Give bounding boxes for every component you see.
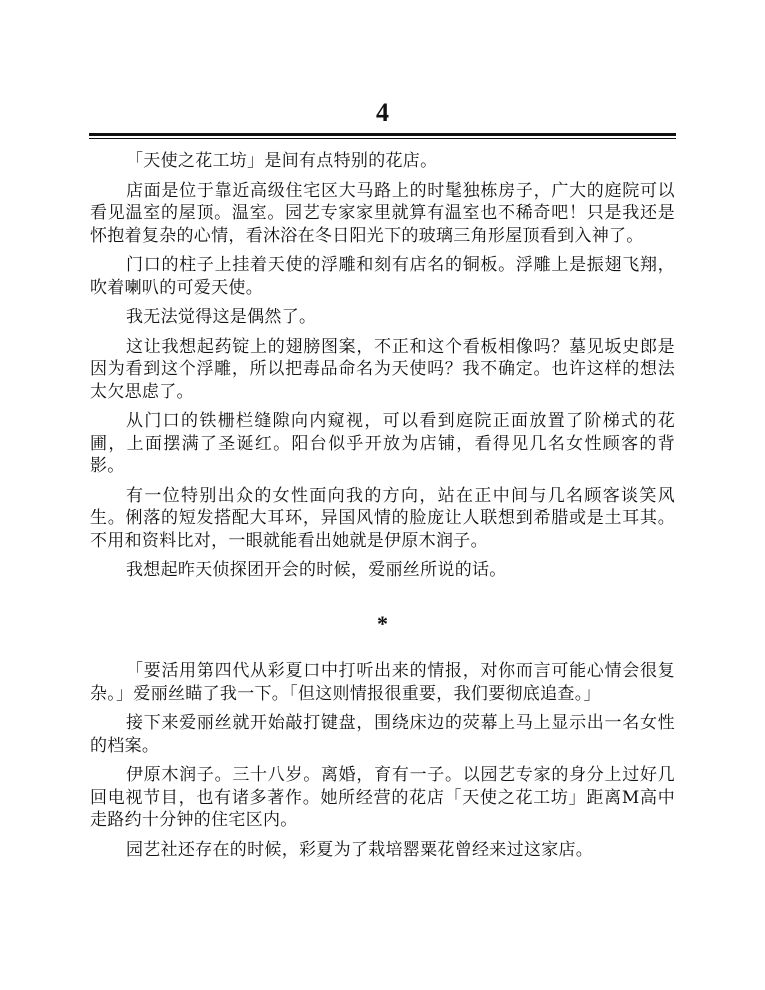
paragraph: 我无法觉得这是偶然了。 bbox=[126, 307, 317, 327]
section-one bbox=[90, 150, 675, 589]
paragraph: 伊原木润子。三十八岁。离婚，育有一子。以园艺专家的身分上过好几回电视节目，也有诸多著作。她所经营的花店「天使之花工坊」距离M高中走路约十分钟的住宅区内。 bbox=[90, 765, 675, 830]
paragraph: 从门口的铁栅栏缝隙向内窥视，可以看到庭院正面放置了阶梯式的花圃，上面摆满了圣诞红。阳台似乎开放为店铺，看得见几名女性顾客的背影。 bbox=[90, 411, 675, 476]
scene-break: * bbox=[377, 611, 388, 636]
paragraph: 我想起昨天侦探团开会的时候，爱丽丝所说的话。 bbox=[126, 560, 507, 580]
paragraph: 「要活用第四代从彩夏口中打听出来的情报，对你而言可能心情会很复杂。」爱丽丝瞄了我一下。「但这则情报很重要，我们要彻底追查。」 bbox=[90, 661, 675, 704]
paragraph: 店面是位于靠近高级住宅区大马路上的时髦独栋房子，广大的庭院可以看见温室的屋顶。温室。园艺专家家里就算有温室也不稀奇吧！只是我还是怀抱着复杂的心情，看沐浴在冬日阳光下的玻璃三角形屋顶看到入神了。 bbox=[90, 180, 675, 246]
paragraph: 门口的柱子上挂着天使的浮雕和刻有店名的铜板。浮雕上是振翅飞翔，吹着喇叭的可爱天使。 bbox=[90, 255, 675, 298]
paragraph: 接下来爱丽丝就开始敲打键盘，围绕床边的荧幕上马上显示出一名女性的档案。 bbox=[90, 713, 675, 756]
chapter-divider-thick bbox=[89, 133, 676, 136]
chapter-number: 4 bbox=[376, 98, 389, 127]
paragraph: 有一位特别出众的女性面向我的方向，站在正中间与几名顾客谈笑风生。俐落的短发搭配大耳环，异国风情的脸庞让人联想到希腊或是土耳其。不用和资料比对，一眼就能看出她就是伊原木润子。 bbox=[90, 485, 675, 551]
chapter-divider-thin bbox=[89, 138, 676, 139]
paragraph: 这让我想起药锭上的翅膀图案，不正和这个看板相像吗？墓见坂史郎是因为看到这个浮雕，所以把毒品命名为天使吗？我不确定。也许这样的想法太欠思虑了。 bbox=[90, 336, 675, 402]
paragraph: 「天使之花工坊」是间有点特别的花店。 bbox=[126, 151, 438, 171]
paragraph: 园艺社还存在的时候，彩夏为了栽培罂粟花曾经来过这家店。 bbox=[126, 839, 594, 860]
section-two bbox=[90, 660, 675, 868]
